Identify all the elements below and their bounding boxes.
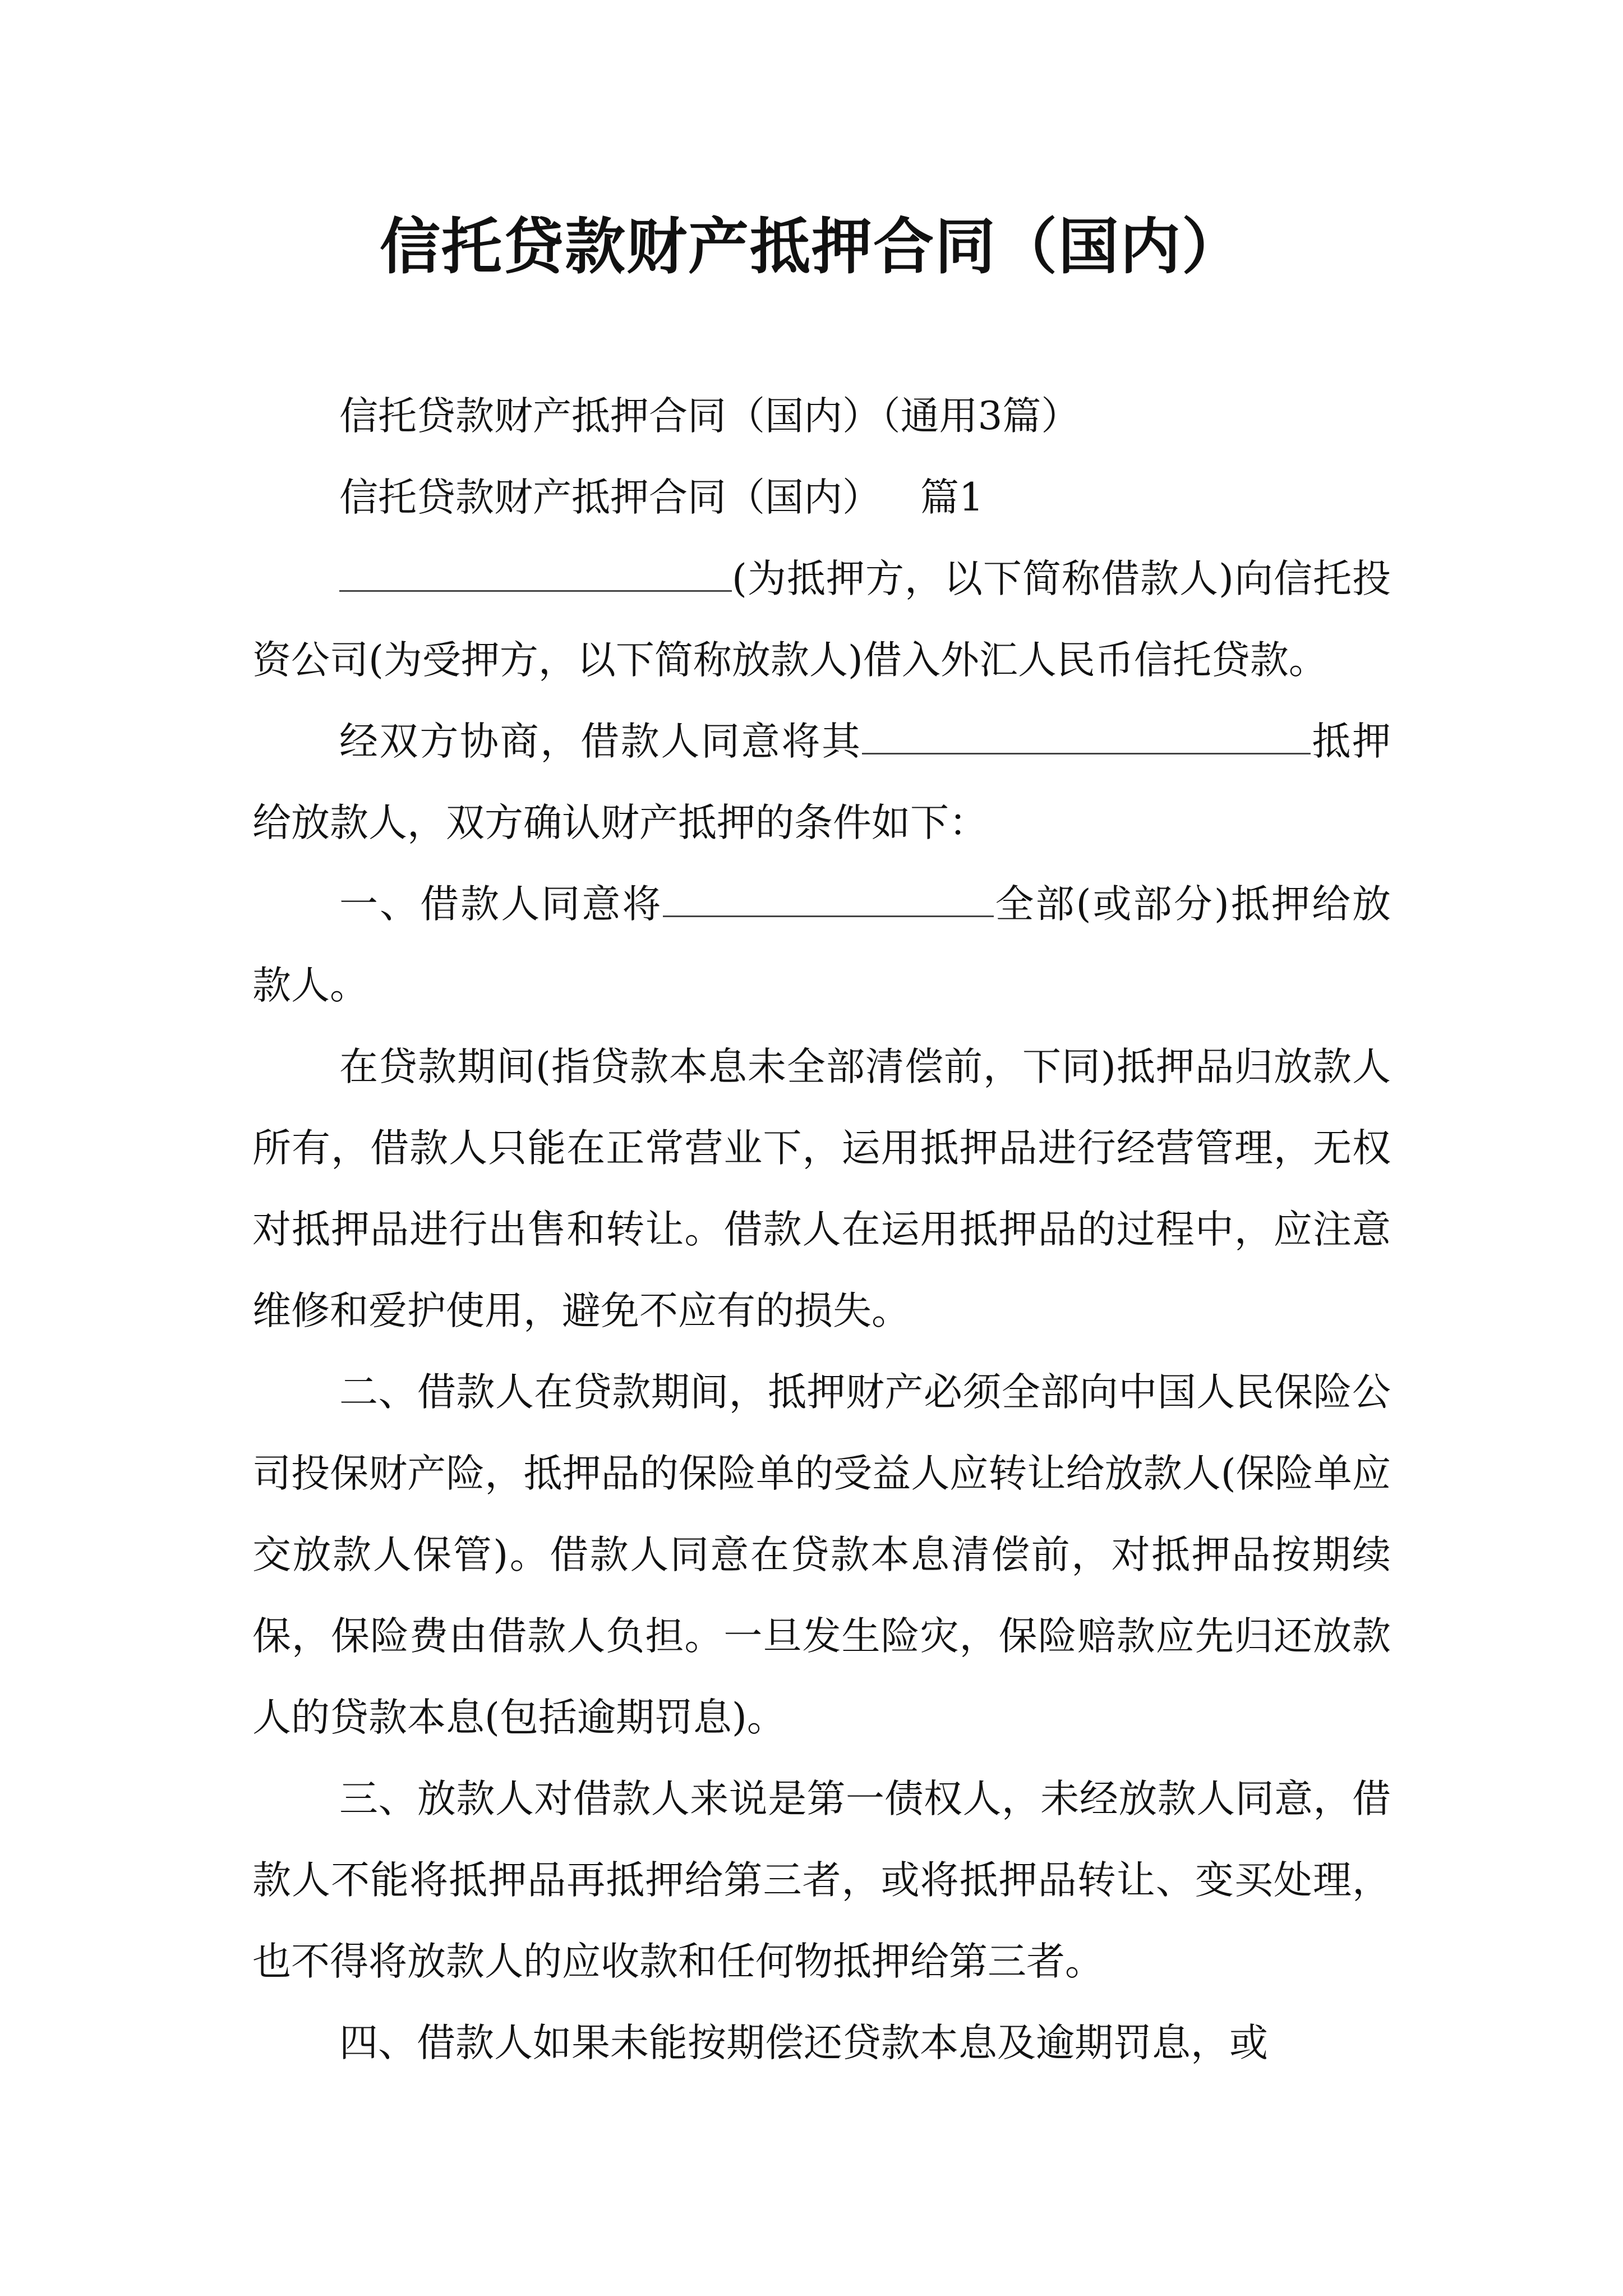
paragraph-7: 四、借款人如果未能按期偿还贷款本息及逾期罚息，或: [339, 2021, 1268, 2065]
paragraph-6: 三、放款人对借款人来说是第一债权人，未经放款人同意，借款人不能将抵押品再抵押给第三者，或将抵押品转让、变买处理，也不得将放款人的应收款和任何物抵押给第三者。: [252, 1777, 1391, 1984]
paragraph-3: [252, 864, 1391, 1027]
chapter-number: 篇1: [920, 475, 984, 520]
paragraph-4: 在贷款期间(指贷款本息未全部清偿前，下同)抵押品归放款人所有，借款人只能在正常营业下，运用抵押品进行经营管理，无权对抵押品进行出售和转让。借款人在运用抵押品的过程中，应注意维修和爱护使用，避免不应有的损失。: [252, 1045, 1391, 1333]
paragraph-1: [252, 539, 1391, 701]
document-body: [252, 376, 1391, 2084]
paragraph-1-text: (为抵押方，以下简称借款人)向信托投资公司(为受押方，以下简称放款人)借入外汇人民币信托贷款。: [252, 556, 1391, 683]
blank-line-property[interactable]: [862, 718, 1311, 754]
subtitle-line: 信托贷款财产抵押合同（国内）（通用3篇）: [339, 394, 1080, 439]
paragraph-2-start: 经双方协商，借款人同意将其: [339, 719, 862, 764]
chapter-title: 信托贷款财产抵押合同（国内）: [339, 475, 881, 520]
blank-line-borrower[interactable]: [339, 555, 732, 592]
blank-line-collateral[interactable]: [663, 881, 994, 917]
paragraph-3-rest: 全部(或部分)抵押给放款人。: [252, 882, 1391, 1008]
document-title: 信托贷款财产抵押合同（国内）: [379, 211, 1243, 282]
paragraph-3-start: 一、借款人同意将: [339, 882, 663, 927]
paragraph-2-rest: 抵押给放款人，双方确认财产抵押的条件如下：: [252, 719, 1391, 845]
paragraph-5: 二、借款人在贷款期间，抵押财产必须全部向中国人民保险公司投保财产险，抵押品的保险单的受益人应转让给放款人(保险单应交放款人保管)。借款人同意在贷款本息清偿前，对抵押品按期续保，保险费由借款人负担。一旦发生险灾，保险赔款应先归还放款人的贷款本息(包括逾期罚息)。: [252, 1370, 1391, 1740]
chapter-heading: [252, 457, 1391, 539]
paragraph-2: [252, 701, 1391, 864]
